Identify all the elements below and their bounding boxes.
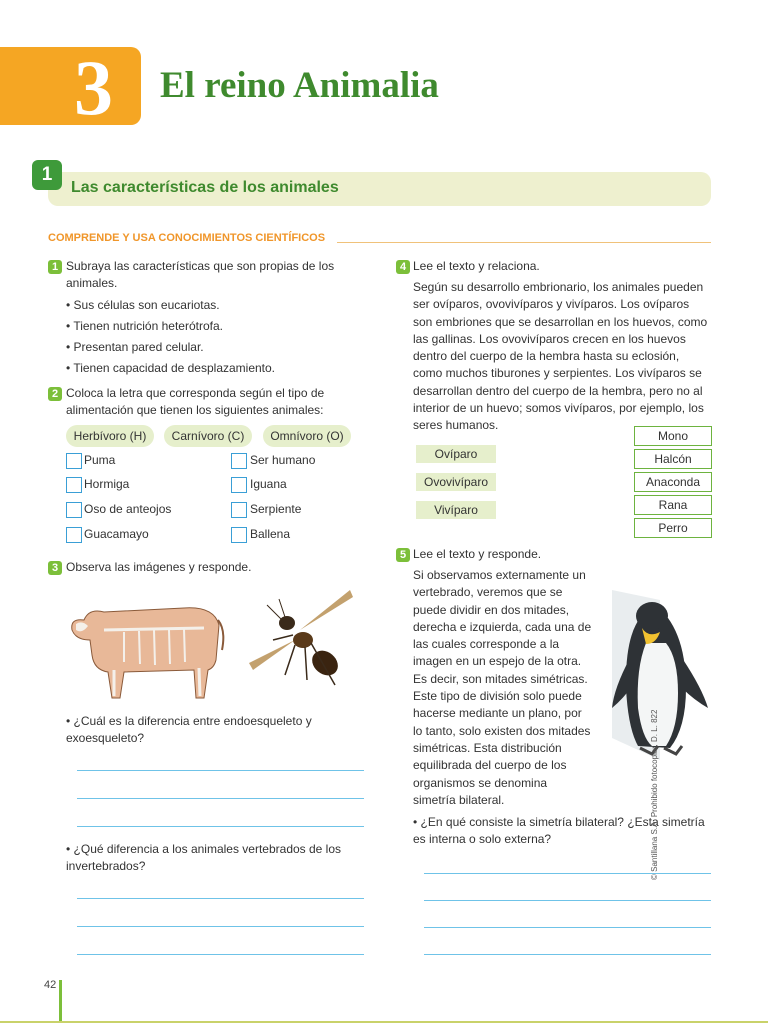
answer-box-serpiente[interactable] bbox=[231, 502, 247, 518]
answer-box-puma[interactable] bbox=[66, 453, 82, 469]
cow-skeleton-image bbox=[64, 590, 229, 705]
question-2-prompt: Coloca la letra que corresponda según el tipo de alimentación que tienen los siguientes animales: bbox=[66, 386, 325, 417]
reproduction-type-ovoviviparo[interactable]: Ovovivíparo bbox=[416, 473, 496, 491]
diet-type-carnivore: Carnívoro (C) bbox=[164, 425, 252, 447]
animal-box-perro[interactable]: Perro bbox=[634, 518, 712, 538]
answer-box-ballena[interactable] bbox=[231, 527, 247, 543]
competence-label: COMPRENDE Y USA CONOCIMIENTOS CIENTÍFICOS bbox=[48, 232, 326, 244]
question-3b: • ¿Qué diferencia a los animales vertebrados de los invertebrados? bbox=[66, 841, 356, 875]
answer-line[interactable] bbox=[77, 898, 364, 899]
answer-line[interactable] bbox=[77, 926, 364, 927]
reproduction-type-oviparo[interactable]: Ovíparo bbox=[416, 445, 496, 463]
page-number: 42 bbox=[44, 979, 57, 991]
answer-box-hormiga[interactable] bbox=[66, 477, 82, 493]
question-1-item[interactable]: • Sus células son eucariotas. bbox=[66, 297, 220, 314]
section-number: 1 bbox=[32, 160, 62, 190]
question-1-item[interactable]: • Presentan pared celular. bbox=[66, 339, 204, 356]
page-number-bar bbox=[59, 980, 62, 1022]
answer-box-iguana[interactable] bbox=[231, 477, 247, 493]
answer-line[interactable] bbox=[77, 770, 364, 771]
question-4-prompt: Lee el texto y relaciona. bbox=[413, 259, 540, 273]
answer-box-ser-humano[interactable] bbox=[231, 453, 247, 469]
animal-box-rana[interactable]: Rana bbox=[634, 495, 712, 515]
question-3-prompt: Observa las imágenes y responde. bbox=[66, 560, 252, 574]
reproduction-type-viviparo[interactable]: Vivíparo bbox=[416, 501, 496, 519]
animal-label: Serpiente bbox=[250, 502, 302, 516]
animal-label: Hormiga bbox=[84, 477, 130, 491]
animal-label: Guacamayo bbox=[84, 527, 149, 541]
chapter-number-box bbox=[0, 47, 141, 125]
question-4-number: 4 bbox=[396, 260, 410, 274]
copyright-notice: © Santillana S.A. Prohibido fotocopiar. D. L. 822 bbox=[650, 709, 659, 880]
answer-box-guacamayo[interactable] bbox=[66, 527, 82, 543]
animal-label: Ser humano bbox=[250, 453, 316, 467]
chapter-title: El reino Animalia bbox=[160, 65, 439, 106]
section-title: Las características de los animales bbox=[71, 179, 339, 196]
footer-divider bbox=[0, 1021, 768, 1023]
question-5-text: Si observamos externamente un vertebrado, veremos que se puede dividir en dos mitades, derecha e izquierda, cada una de las cuales corresponde a la imagen en un espejo de la otra. Es decir, son mitades simétricas. Este tipo de división solo puede hacerse mediante un plano, por lo tanto, solo existen dos mitades simétricas. Esta distribución equilibrada del cuerpo de los organismos se denomina simetría bilateral. bbox=[413, 568, 592, 807]
answer-line[interactable] bbox=[77, 826, 364, 827]
question-2-number: 2 bbox=[48, 387, 62, 401]
diet-type-herbivore: Herbívoro (H) bbox=[66, 425, 154, 447]
answer-box-oso[interactable] bbox=[66, 502, 82, 518]
question-5-question: • ¿En qué consiste la simetría bilateral? ¿Esta simetría es interna o solo externa? bbox=[413, 814, 711, 848]
animal-label: Iguana bbox=[250, 477, 287, 491]
animal-box-mono[interactable]: Mono bbox=[634, 426, 712, 446]
animal-label: Ballena bbox=[250, 527, 291, 541]
answer-line[interactable] bbox=[77, 798, 364, 799]
answer-line[interactable] bbox=[424, 927, 711, 928]
question-5-number: 5 bbox=[396, 548, 410, 562]
question-1-item[interactable]: • Tienen nutrición heterótrofa. bbox=[66, 318, 223, 335]
animal-box-halcon[interactable]: Halcón bbox=[634, 449, 712, 469]
question-4-text: Según su desarrollo embrionario, los animales pueden ser ovíparos, ovovivíparos y vivíparos. Los ovíparos son embriones que se desarrollan en los huevos, como las gallinas. Los ovovivíparos crecen en los huevos dentro del cuerpo de la hembra hasta su eclosión, como muchos tiburones y serpientes. Los vivíparos se desarrollan dentro del cuerpo de la hembra, pero no al interior de un huevo; somos vivíparos, por ejemplo, los seres humanos. bbox=[413, 280, 708, 433]
wasp-image bbox=[245, 585, 360, 695]
question-1-number: 1 bbox=[48, 260, 62, 274]
question-5-prompt: Lee el texto y responde. bbox=[413, 547, 542, 561]
answer-line[interactable] bbox=[424, 954, 711, 955]
question-3a: • ¿Cuál es la diferencia entre endoesqueleto y exoesqueleto? bbox=[66, 713, 356, 747]
competence-divider bbox=[337, 242, 711, 243]
question-1-prompt: Subraya las características que son propias de los animales. bbox=[66, 259, 335, 290]
diet-type-omnivore: Omnívoro (O) bbox=[263, 425, 351, 447]
question-3-number: 3 bbox=[48, 561, 62, 575]
answer-line[interactable] bbox=[424, 900, 711, 901]
chapter-number: 3 bbox=[74, 44, 113, 131]
animal-box-anaconda[interactable]: Anaconda bbox=[634, 472, 712, 492]
answer-line[interactable] bbox=[424, 873, 711, 874]
question-1-item[interactable]: • Tienen capacidad de desplazamiento. bbox=[66, 360, 275, 377]
animal-label: Puma bbox=[84, 453, 116, 467]
answer-line[interactable] bbox=[77, 954, 364, 955]
animal-label: Oso de anteojos bbox=[84, 502, 172, 516]
